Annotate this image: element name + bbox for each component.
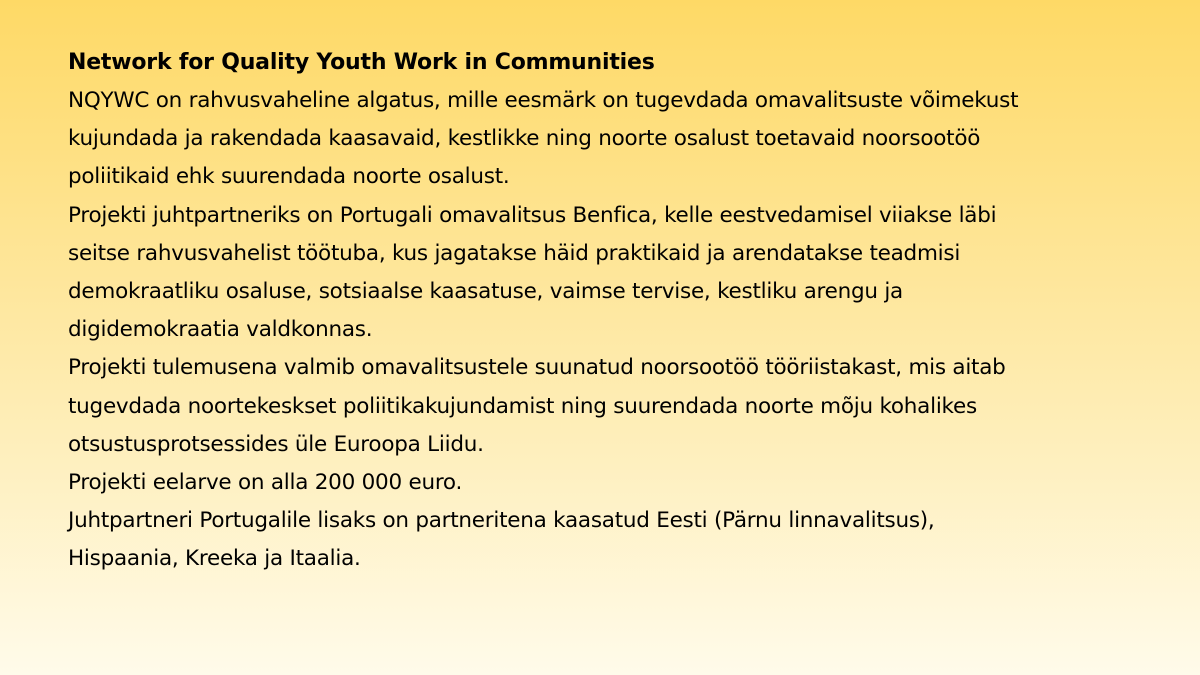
text-line: digidemokraatia valdkonnas. xyxy=(68,317,373,343)
text-line: otsustusprotsessides üle Euroopa Liidu. xyxy=(68,431,484,457)
text-line: Hispaania, Kreeka ja Itaalia. xyxy=(68,546,361,572)
text-line: demokraatliku osaluse, sotsiaalse kaasatuse, vaimse tervise, kestliku arengu ja xyxy=(68,279,903,305)
text-line: seitse rahvusvahelist töötuba, kus jagatakse häid praktikaid ja arendatakse teadmisi xyxy=(68,240,961,266)
paragraph-intro xyxy=(68,82,1168,197)
text-line: Projekti tulemusena valmib omavalitsustele suunatud noorsootöö tööriistakast, mis aitab xyxy=(68,355,1006,381)
text-block xyxy=(68,44,1168,579)
paragraph-results xyxy=(68,349,1168,464)
text-line: Projekti eelarve on alla 200 000 euro. xyxy=(68,470,463,496)
text-line: Juhtpartneri Portugalile lisaks on partneritena kaasatud Eesti (Pärnu linnavalitsus), xyxy=(68,508,935,534)
text-line: Projekti juhtpartneriks on Portugali omavalitsus Benfica, kelle eestvedamisel viiakse läbi xyxy=(68,202,997,228)
text-line: tugevdada noortekeskset poliitikakujundamist ning suurendada noorte mõju kohalikes xyxy=(68,393,977,419)
paragraph-lead-partner xyxy=(68,197,1168,350)
paragraph-partners xyxy=(68,502,1168,578)
page-title: Network for Quality Youth Work in Communities xyxy=(68,50,655,75)
text-line: NQYWC on rahvusvaheline algatus, mille eesmärk on tugevdada omavalitsuste võimekust xyxy=(68,88,1019,113)
text-line: kujundada ja rakendada kaasavaid, kestlikke ning noorte osalust toetavaid noorsootöö xyxy=(68,126,981,152)
text-line: poliitikaid ehk suurendada noorte osalust. xyxy=(68,164,510,190)
paragraph-budget xyxy=(68,464,1168,502)
